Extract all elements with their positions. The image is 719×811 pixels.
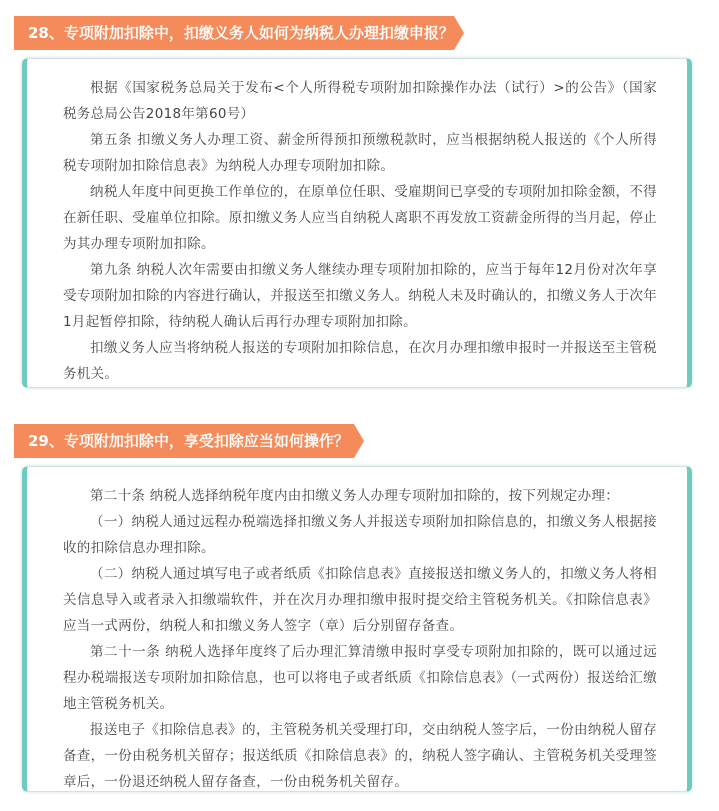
paragraph: 根据《国家税务总局关于发布<个人所得税专项附加扣除操作办法（试行）>的公告》（国家税务总局公告2018年第60号） — [63, 80, 657, 122]
paragraph: 纳税人年度中间更换工作单位的，在原单位任职、受雇期间已享受的专项附加扣除金额，不得在新任职、受雇单位扣除。原扣缴义务人应当自纳税人离职不再发放工资薪金所得的当月起，停止为其办理专项附加扣除。 — [63, 184, 657, 252]
content-panel — [22, 466, 692, 792]
content-panel — [22, 58, 692, 388]
section-title-banner — [14, 424, 354, 458]
paragraph: 扣缴义务人应当将纳税人报送的专项附加扣除信息，在次月办理扣缴申报时一并报送至主管税务机关。 — [63, 340, 657, 382]
section-title: 28、专项附加扣除中，扣缴义务人如何为纳税人办理扣缴申报？ — [14, 16, 454, 50]
section-title-banner — [14, 16, 454, 50]
paragraph: 第九条 纳税人次年需要由扣缴义务人继续办理专项附加扣除的，应当于每年12月份对次年享受专项附加扣除的内容进行确认，并报送至扣缴义务人。纳税人未及时确认的，扣缴义务人于次年1月起暂停扣除，待纳税人确认后再行办理专项附加扣除。 — [63, 262, 657, 330]
paragraph: 第二十条 纳税人选择纳税年度内由扣缴义务人办理专项附加扣除的，按下列规定办理： — [90, 488, 619, 504]
paragraph: 报送电子《扣除信息表》的，主管税务机关受理打印，交由纳税人签字后，一份由纳税人留存备查，一份由税务机关留存；报送纸质《扣除信息表》的，纳税人签字确认、主管税务机关受理签章后，一份退还纳税人留存备查，一份由税务机关留存。 — [63, 722, 657, 790]
paragraph: （二）纳税人通过填写电子或者纸质《扣除信息表》直接报送扣缴义务人的，扣缴义务人将相关信息导入或者录入扣缴端软件，并在次月办理扣缴申报时提交给主管税务机关。《扣除信息表》应当一式两份，纳税人和扣缴义务人签字（章）后分别留存备查。 — [63, 566, 657, 634]
paragraph: 第二十一条 纳税人选择年度终了后办理汇算清缴申报时享受专项附加扣除的，既可以通过远程办税端报送专项附加扣除信息，也可以将电子或者纸质《扣除信息表》（一式两份）报送给汇缴地主管税务机关。 — [63, 644, 657, 712]
paragraph: 第五条 扣缴义务人办理工资、薪金所得预扣预缴税款时，应当根据纳税人报送的《个人所得税专项附加扣除信息表》为纳税人办理专项附加扣除。 — [63, 132, 657, 174]
paragraph: （一）纳税人通过远程办税端选择扣缴义务人并报送专项附加扣除信息的，扣缴义务人根据接收的扣除信息办理扣除。 — [63, 514, 657, 556]
section-title: 29、专项附加扣除中，享受扣除应当如何操作？ — [14, 424, 354, 458]
